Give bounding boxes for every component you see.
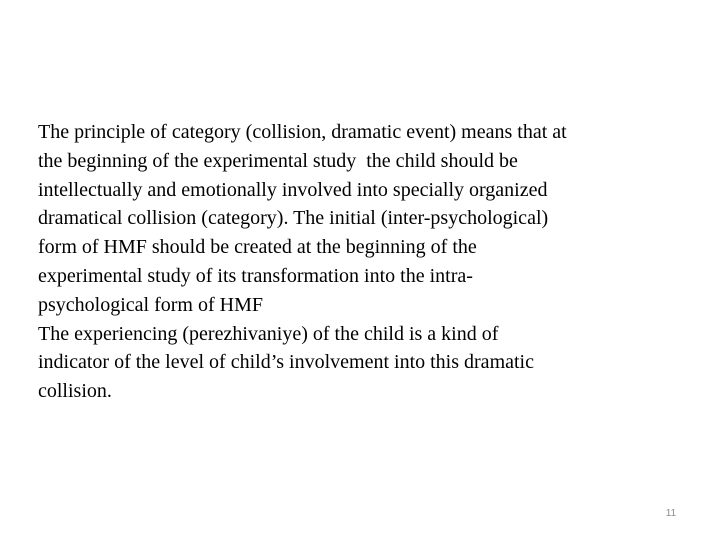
text-line: collision.	[38, 380, 112, 403]
text-line: dramatical collision (category). The initial (inter-psychological)	[38, 207, 549, 230]
text-line: psychological form of HMF	[38, 293, 263, 316]
text-line: The principle of category (collision, dramatic event) means that at	[38, 121, 567, 143]
text-line: experimental study of its transformation into the intra-	[38, 264, 473, 287]
text-line: the beginning of the experimental study the child should be	[38, 149, 518, 172]
text-line: intellectually and emotionally involved into specially organized	[38, 178, 548, 201]
slide-body-text	[38, 118, 678, 406]
page-number: 11	[665, 508, 677, 519]
text-line: form of HMF should be created at the beginning of the	[38, 236, 477, 259]
text-line: indicator of the level of child’s involvement into this dramatic	[38, 351, 534, 374]
text-line: The experiencing (perezhivaniye) of the child is a kind of	[38, 322, 499, 345]
